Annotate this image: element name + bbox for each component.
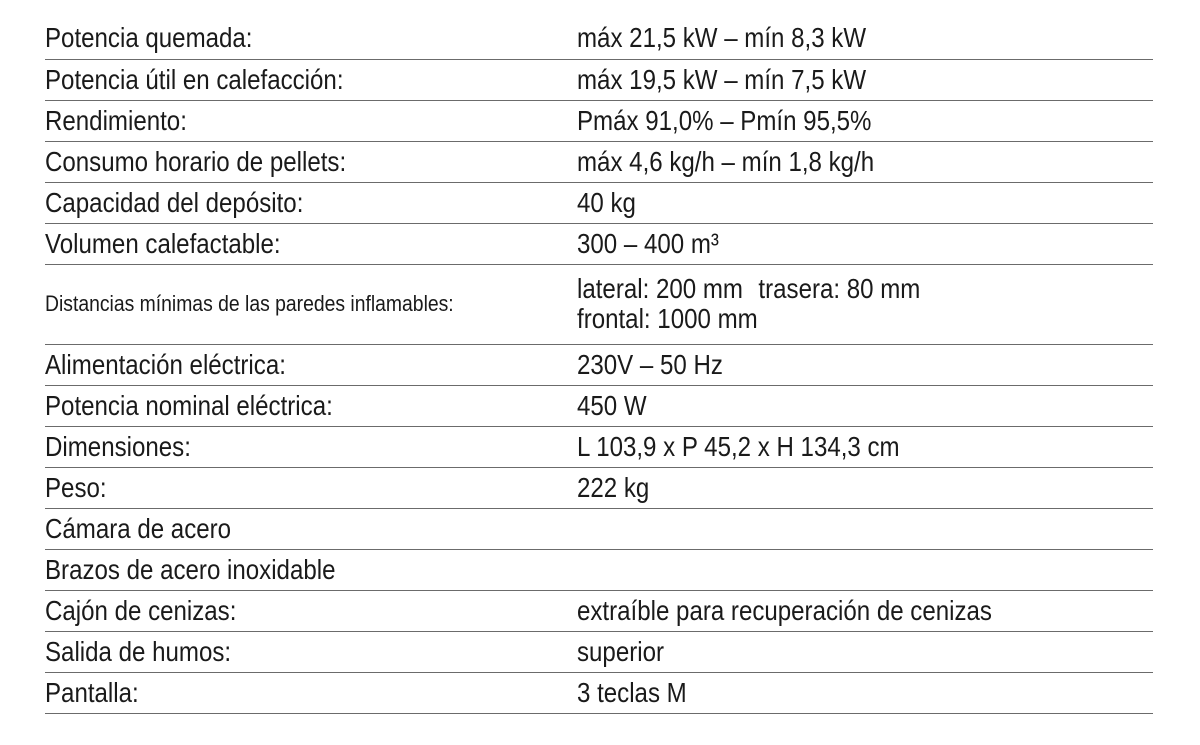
spec-label: Peso: xyxy=(45,467,577,508)
table-row xyxy=(45,672,1153,713)
table-row xyxy=(45,18,1153,59)
clearance-rear: trasera: 80 mm xyxy=(758,273,921,304)
spec-label: Rendimiento: xyxy=(45,100,577,141)
table-row xyxy=(45,508,1153,549)
spec-value: extraíble para recuperación de cenizas xyxy=(577,590,1153,631)
spec-label: Distancias mínimas de las paredes inflamables: xyxy=(45,264,577,344)
spec-value: 3 teclas M xyxy=(577,672,1153,713)
spec-value: Pmáx 91,0% – Pmín 95,5% xyxy=(577,100,1153,141)
table-row xyxy=(45,223,1153,264)
clearance-lateral: lateral: 200 mm xyxy=(577,273,743,304)
spec-label: Dimensiones: xyxy=(45,426,577,467)
spec-label: Salida de humos: xyxy=(45,631,577,672)
spec-value: 40 kg xyxy=(577,182,1153,223)
spec-value: 230V – 50 Hz xyxy=(577,344,1153,385)
spec-value xyxy=(577,549,1153,590)
spec-label: Cámara de acero xyxy=(45,508,577,549)
spec-label: Pantalla: xyxy=(45,672,577,713)
table-row xyxy=(45,590,1153,631)
specifications-table xyxy=(45,18,1153,714)
spec-value xyxy=(577,264,1153,344)
spec-value: 222 kg xyxy=(577,467,1153,508)
table-row xyxy=(45,631,1153,672)
spec-label: Capacidad del depósito: xyxy=(45,182,577,223)
table-row xyxy=(45,59,1153,100)
table-row xyxy=(45,385,1153,426)
spec-label: Potencia nominal eléctrica: xyxy=(45,385,577,426)
spec-value xyxy=(577,508,1153,549)
spec-label: Brazos de acero inoxidable xyxy=(45,549,577,590)
table-row xyxy=(45,344,1153,385)
spec-value: L 103,9 x P 45,2 x H 134,3 cm xyxy=(577,426,1153,467)
clearance-front: frontal: 1000 mm xyxy=(577,303,758,334)
spec-value: máx 4,6 kg/h – mín 1,8 kg/h xyxy=(577,141,1153,182)
table-row xyxy=(45,264,1153,344)
spec-value: máx 19,5 kW – mín 7,5 kW xyxy=(577,59,1153,100)
spec-value: máx 21,5 kW – mín 8,3 kW xyxy=(577,18,1153,59)
spec-label: Volumen calefactable: xyxy=(45,223,577,264)
spec-value: superior xyxy=(577,631,1153,672)
spec-label: Potencia quemada: xyxy=(45,18,577,59)
spec-label: Cajón de cenizas: xyxy=(45,590,577,631)
table-row xyxy=(45,467,1153,508)
table-row xyxy=(45,182,1153,223)
table-row xyxy=(45,549,1153,590)
table-row xyxy=(45,100,1153,141)
spec-value: 300 – 400 m³ xyxy=(577,223,1153,264)
spec-label: Alimentación eléctrica: xyxy=(45,344,577,385)
spec-label: Potencia útil en calefacción: xyxy=(45,59,577,100)
spec-label: Consumo horario de pellets: xyxy=(45,141,577,182)
table-row xyxy=(45,141,1153,182)
spec-value: 450 W xyxy=(577,385,1153,426)
table-row xyxy=(45,426,1153,467)
